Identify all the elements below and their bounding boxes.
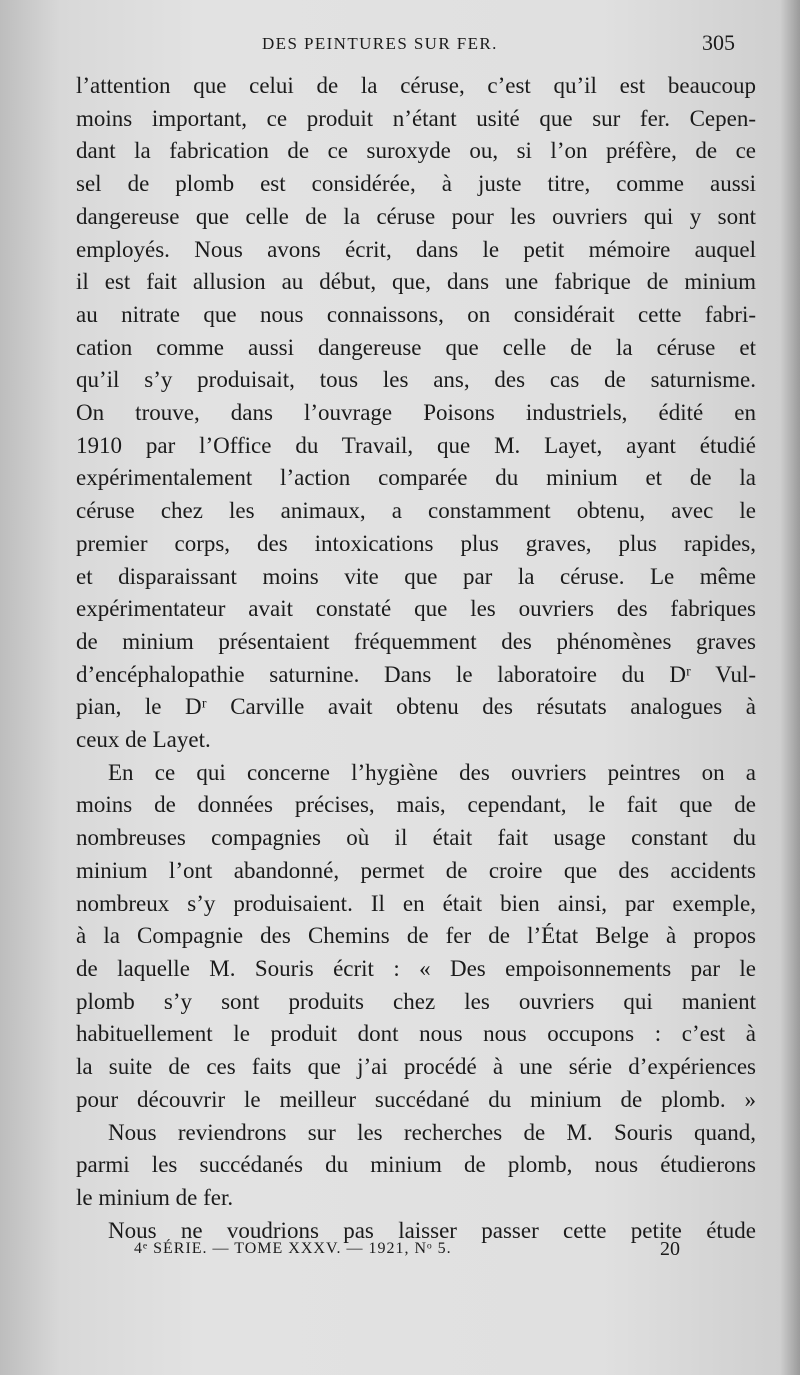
text-line: parmi les succédanés du minium de plomb, nous étudierons <box>76 1152 756 1178</box>
running-title: DES PEINTURES SUR FER. <box>262 34 498 53</box>
text-line: nombreuses compagnies où il était fait usage constant du <box>76 825 756 851</box>
text-line: employés. Nous avons écrit, dans le petit mémoire auquel <box>76 236 756 262</box>
text-line: Nous reviendrons sur les recherches de M. Souris quand, <box>108 1119 756 1145</box>
text-line: de minium présentaient fréquemment des phénomènes graves <box>76 628 756 654</box>
body-text <box>76 70 756 1247</box>
signature-mark: 20 <box>660 1238 680 1260</box>
text-line: l’attention que celui de la céruse, c’est qu’il est beaucoup <box>76 73 756 98</box>
text-line: habituellement le produit dont nous nous occupons : c’est à <box>76 1021 756 1047</box>
text-line: pour découvrir le meilleur succédané du minium de plomb. » <box>76 1086 756 1112</box>
text-line: expérimentateur avait constaté que les ouvriers des fabriques <box>76 596 756 622</box>
text-line: expérimentalement l’action comparée du minium et de la <box>76 465 756 491</box>
text-line: nombreux s’y produisaient. Il en était bien ainsi, par exemple, <box>76 890 756 916</box>
text-line: il est fait allusion au début, que, dans une fabrique de minium <box>76 269 756 295</box>
text-line: Nous ne voudrions pas laisser passer cette petite étude <box>108 1217 756 1243</box>
text-line: la suite de ces faits que j’ai procédé à une série d’expériences <box>76 1054 756 1080</box>
page-number: 305 <box>702 30 735 55</box>
text-line: au nitrate que nous connaissons, on considérait cette fabri- <box>76 301 756 327</box>
text-line: de laquelle M. Souris écrit : « Des empoisonnements par le <box>76 955 756 981</box>
text-line: On trouve, dans l’ouvrage Poisons industriels, édité en <box>76 400 756 426</box>
text-line: dant la fabrication de ce suroxyde ou, si l’on préfère, de ce <box>76 138 756 164</box>
footer-series: 4ᵉ SÉRIE. — TOME XXXV. — 1921, Nᵒ 5. <box>134 1240 452 1257</box>
text-line: céruse chez les animaux, a constamment obtenu, avec le <box>76 498 756 524</box>
text-line: En ce qui concerne l’hygiène des ouvriers peintres on a <box>108 759 756 785</box>
text-line: pian, le Dʳ Carville avait obtenu des résutats analogues à <box>76 694 756 720</box>
text-line: d’encéphalopathie saturnine. Dans le laboratoire du Dʳ Vul- <box>76 661 756 687</box>
text-line: sel de plomb est considérée, à juste titre, comme aussi <box>76 171 756 197</box>
text-line: plomb s’y sont produits chez les ouvriers qui manient <box>76 988 756 1014</box>
text-line: 1910 par l’Office du Travail, que M. Layet, ayant étudié <box>76 432 756 458</box>
text-line: qu’il s’y produisait, tous les ans, des cas de saturnisme. <box>76 367 756 393</box>
text-line: et disparaissant moins vite que par la céruse. Le même <box>76 563 756 589</box>
text-line: à la Compagnie des Chemins de fer de l’État Belge à propos <box>76 923 756 949</box>
text-line: ceux de Layet. <box>76 727 211 753</box>
page-header <box>0 30 800 64</box>
text-line: dangereuse que celle de la céruse pour les ouvriers qui y sont <box>76 203 756 229</box>
page-footer <box>0 1240 800 1270</box>
text-line: le minium de fer. <box>76 1184 234 1210</box>
text-line: premier corps, des intoxications plus graves, plus rapides, <box>76 530 756 556</box>
text-line: cation comme aussi dangereuse que celle de la céruse et <box>76 334 756 360</box>
text-line: moins de données précises, mais, cependant, le fait que de <box>76 792 756 818</box>
text-line: minium l’ont abandonné, permet de croire que des accidents <box>76 857 756 883</box>
text-line: moins important, ce produit n’étant usité que sur fer. Cepen- <box>76 105 756 131</box>
